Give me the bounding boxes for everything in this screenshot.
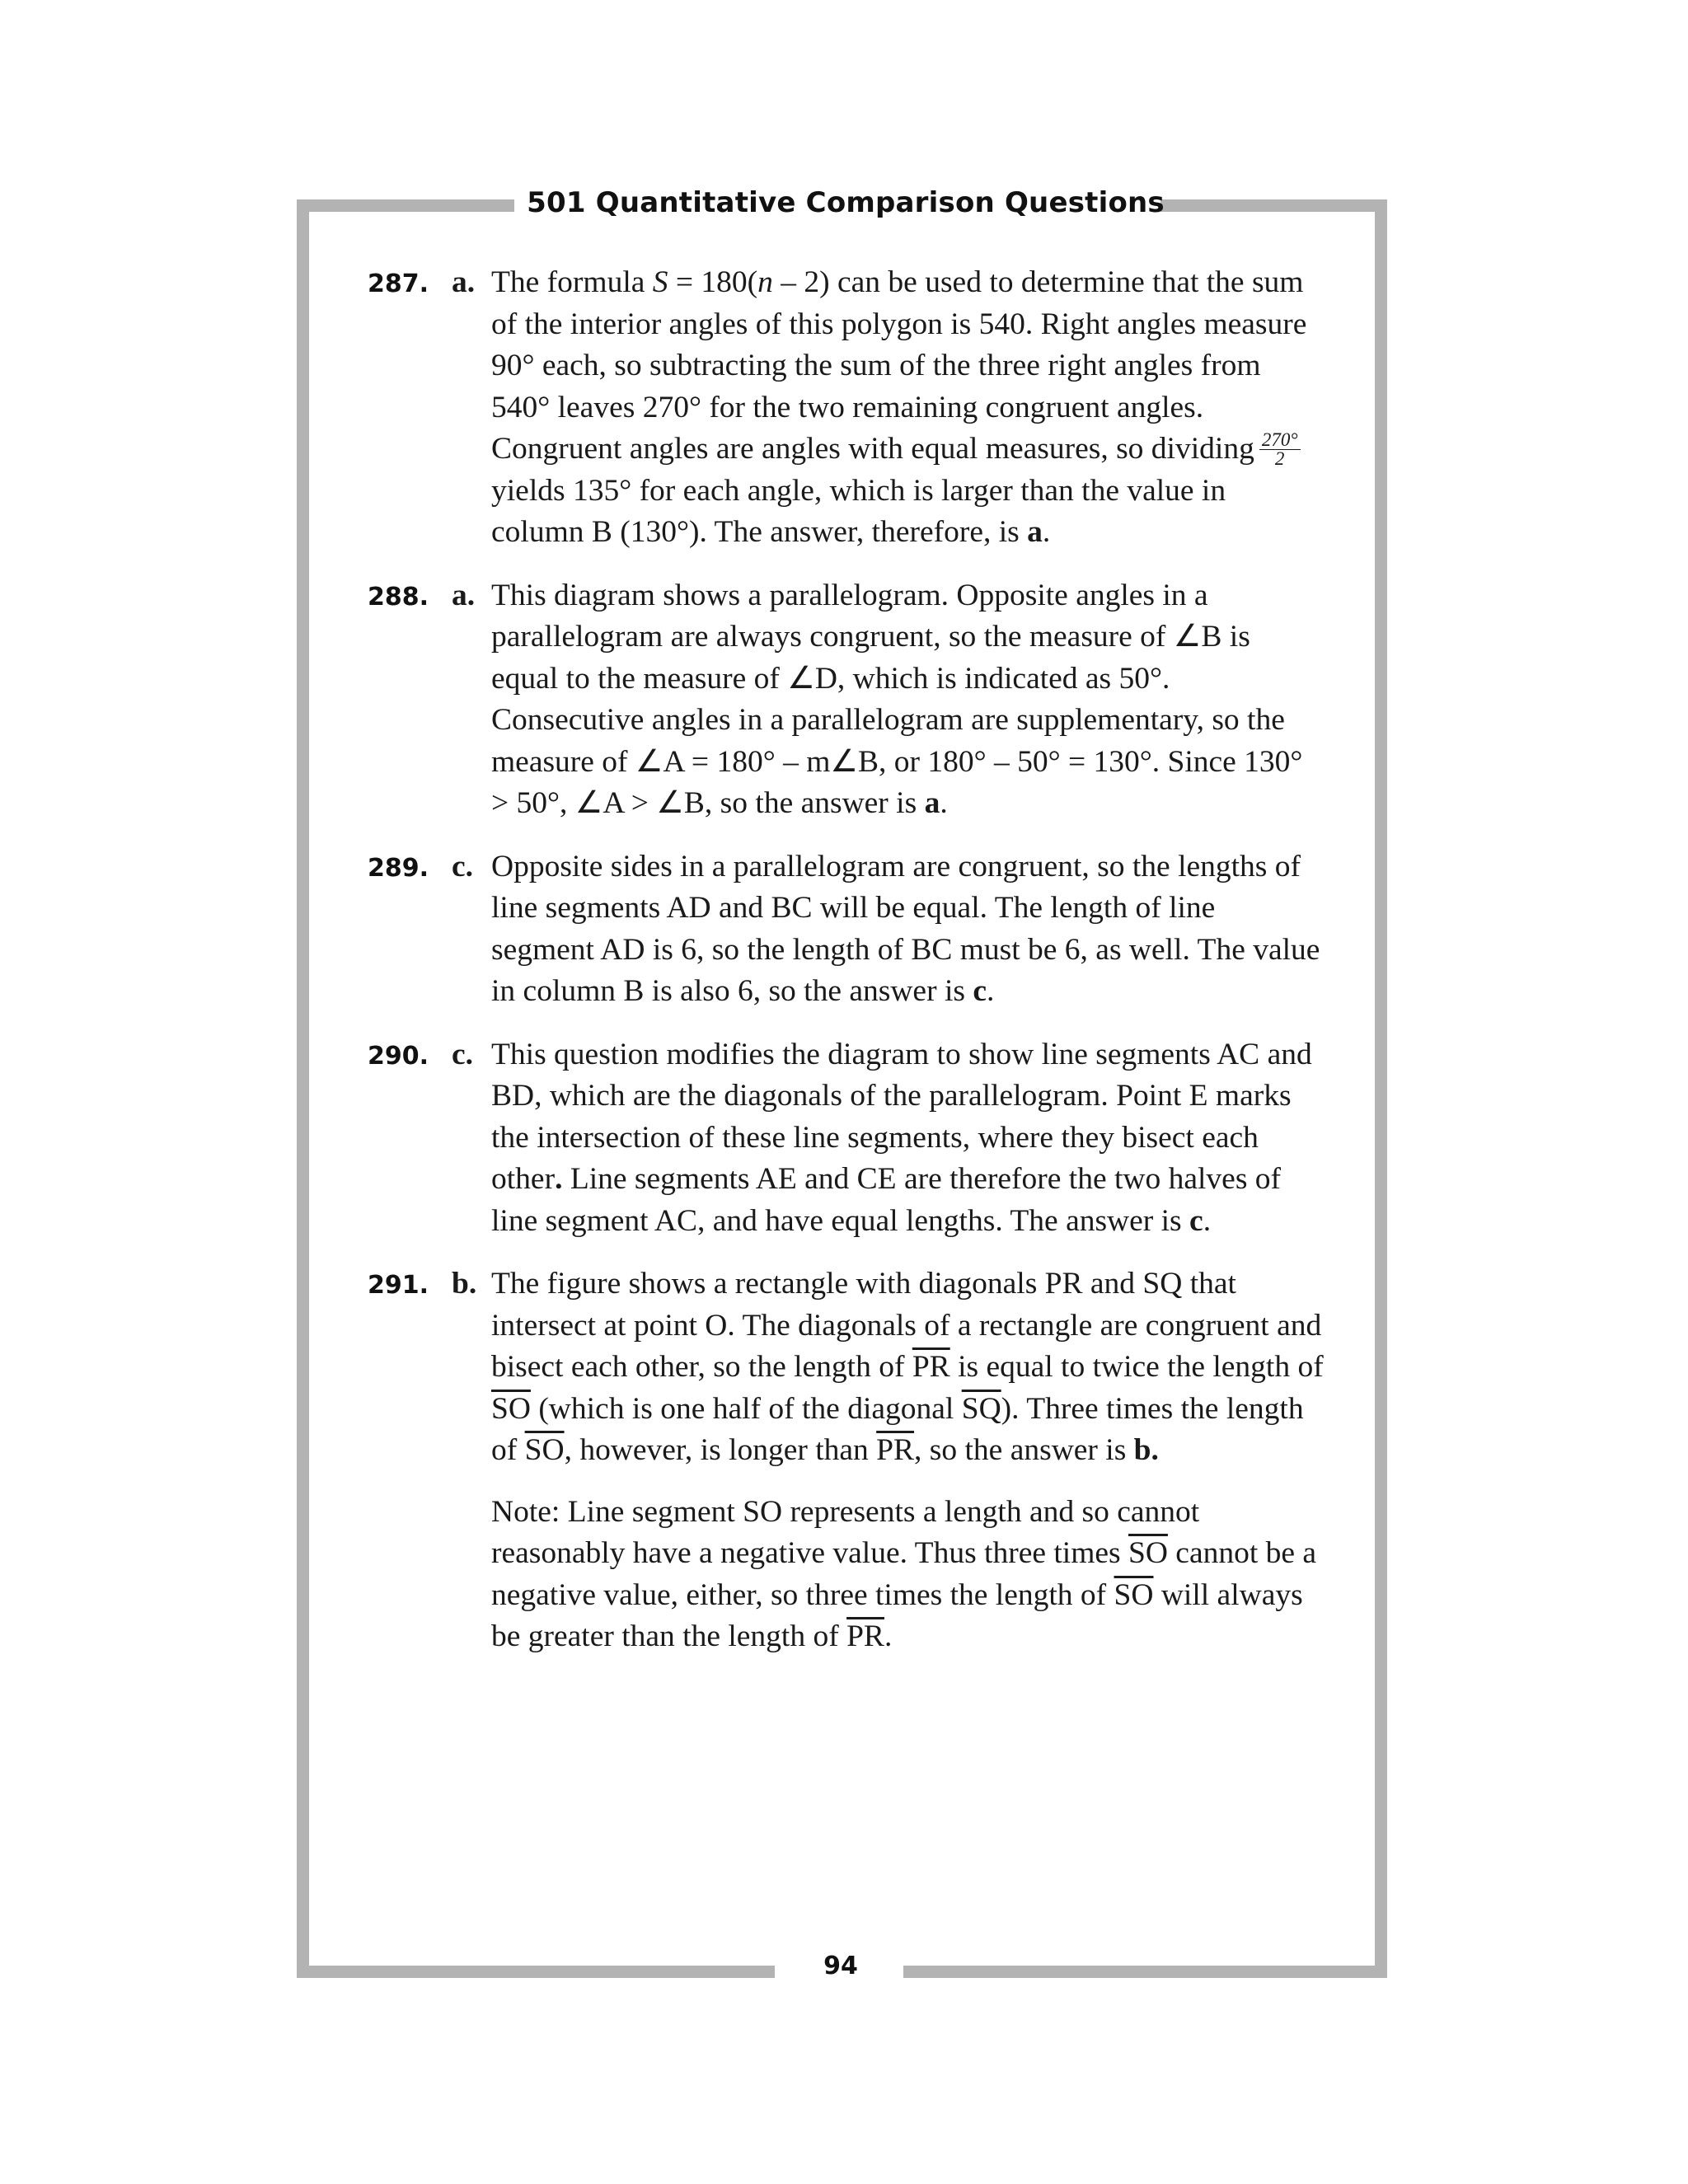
answer-choice: c	[1189, 1203, 1203, 1238]
text: .	[1042, 515, 1051, 549]
variable: S	[652, 265, 668, 299]
segment-so: $\overline{SO}$	[1114, 1577, 1154, 1612]
text: Line segments AE and CE are therefore the two halves of line segment AC, and have equal lengths. The answer is	[491, 1162, 1282, 1238]
answer-letter: c.	[452, 849, 474, 883]
segment-pr: $\overline{PR}$	[876, 1433, 915, 1467]
explanation	[491, 1034, 1324, 1243]
segment-so: $\overline{SO}$	[1128, 1536, 1168, 1570]
segment-so: $\overline{SO}$	[491, 1391, 531, 1426]
answer-choice: b.	[1133, 1433, 1159, 1467]
bold-period: .	[555, 1162, 563, 1196]
page-frame-top-left	[297, 199, 514, 212]
text: cannot be a negative value, either, so three times the length of	[491, 1536, 1317, 1612]
answer-letter: a.	[452, 578, 476, 612]
text: , however, is longer than	[564, 1433, 877, 1467]
answer-287	[368, 262, 1324, 554]
explanation	[491, 846, 1324, 1013]
text: Opposite sides in a parallelogram are congruent, so the lengths of line segments AD and BC will be equal. The length of line segment AD is 6, so the length of BC must be 6, as well. The value in column B is also 6, so the answer is	[491, 849, 1320, 1008]
page-number: 94	[823, 1952, 858, 1980]
text: yields 135° for each angle, which is larger than the value in column B (130°). The answer, therefore, is	[491, 473, 1226, 549]
text: = 180(	[668, 265, 758, 299]
question-number: 288.	[368, 582, 429, 612]
question-number: 289.	[368, 853, 429, 883]
answer-letter: a.	[452, 265, 476, 299]
text: Note: Line segment SO represents a length and so cannot reasonably have a negative value. Thus three times	[491, 1494, 1200, 1570]
text: This diagram shows a parallelogram. Opposite angles in a parallelogram are always congruent, so the measure of ∠B is equal to the measure of ∠D, which is indicated as 50°. Consecutive angles in a parallelogram are supplementary, so the measure of ∠A = 180° – m∠B, or 180° – 50° = 130°. Since 130° > 50°, ∠A > ∠B, so the answer is	[491, 578, 1303, 820]
text: ). Three times the length of	[491, 1391, 1304, 1467]
fraction-numerator: 270°	[1259, 431, 1301, 450]
answer-choice: a	[1027, 515, 1043, 549]
text: , so the answer is	[914, 1433, 1134, 1467]
text: .	[986, 974, 995, 1008]
answer-letter: b.	[452, 1267, 477, 1301]
text: .	[940, 786, 948, 820]
answer-choice: a	[924, 786, 940, 820]
answer-291	[368, 1263, 1324, 1658]
fraction	[1259, 431, 1301, 468]
text: The formula	[491, 265, 653, 299]
text: – 2) can be used to determine that the sum of the interior angles of this polygon is 540. Right angles measure 90° each, so subtracting the sum of the three right angles from 540° leaves 270° for the two remaining congruent angles. Congruent angles are angles with equal measures, so dividing	[491, 265, 1307, 466]
answer-letter: c.	[452, 1037, 474, 1071]
question-number: 290.	[368, 1041, 429, 1071]
text: (which is one half of the diagonal	[530, 1391, 962, 1426]
fraction-denominator: 2	[1274, 448, 1285, 469]
page-frame-right	[1375, 199, 1387, 1978]
explanation	[491, 1263, 1324, 1472]
text: This question modifies the diagram to show line segments AC and BD, which are the diagonals of the parallelogram. Point E marks the intersection of these line segments, where they bisect each other	[491, 1037, 1312, 1196]
text: .	[884, 1619, 893, 1653]
text: is equal to twice the length of	[950, 1350, 1324, 1384]
text: .	[1203, 1203, 1212, 1238]
answer-290	[368, 1034, 1324, 1243]
page-frame-bottom-right	[903, 1966, 1387, 1978]
running-header: 501 Quantitative Comparison Questions	[527, 186, 1165, 219]
page-frame-left	[297, 199, 309, 1978]
text: will always be greater than the length of	[491, 1577, 1303, 1653]
segment-sq: $\overline{SQ}$	[961, 1391, 1001, 1426]
page-frame-bottom-left	[297, 1966, 775, 1978]
answer-list	[368, 262, 1324, 1680]
text: The figure shows a rectangle with diagonals PR and SQ that intersect at point O. The diagonals of a rectangle are congruent and bisect each other, so the length of	[491, 1267, 1322, 1384]
answer-288	[368, 575, 1324, 825]
explanation	[491, 262, 1324, 554]
segment-pr: $\overline{PR}$	[912, 1350, 950, 1384]
segment-pr: $\overline{PR}$	[846, 1619, 884, 1653]
answer-289	[368, 846, 1324, 1013]
variable: n	[757, 265, 773, 299]
segment-so: $\overline{SO}$	[524, 1433, 565, 1467]
question-number: 291.	[368, 1271, 429, 1300]
note	[491, 1492, 1324, 1658]
question-number: 287.	[368, 269, 429, 298]
explanation	[491, 575, 1324, 825]
page-frame-top-right	[1160, 199, 1387, 212]
answer-choice: c	[973, 974, 987, 1008]
